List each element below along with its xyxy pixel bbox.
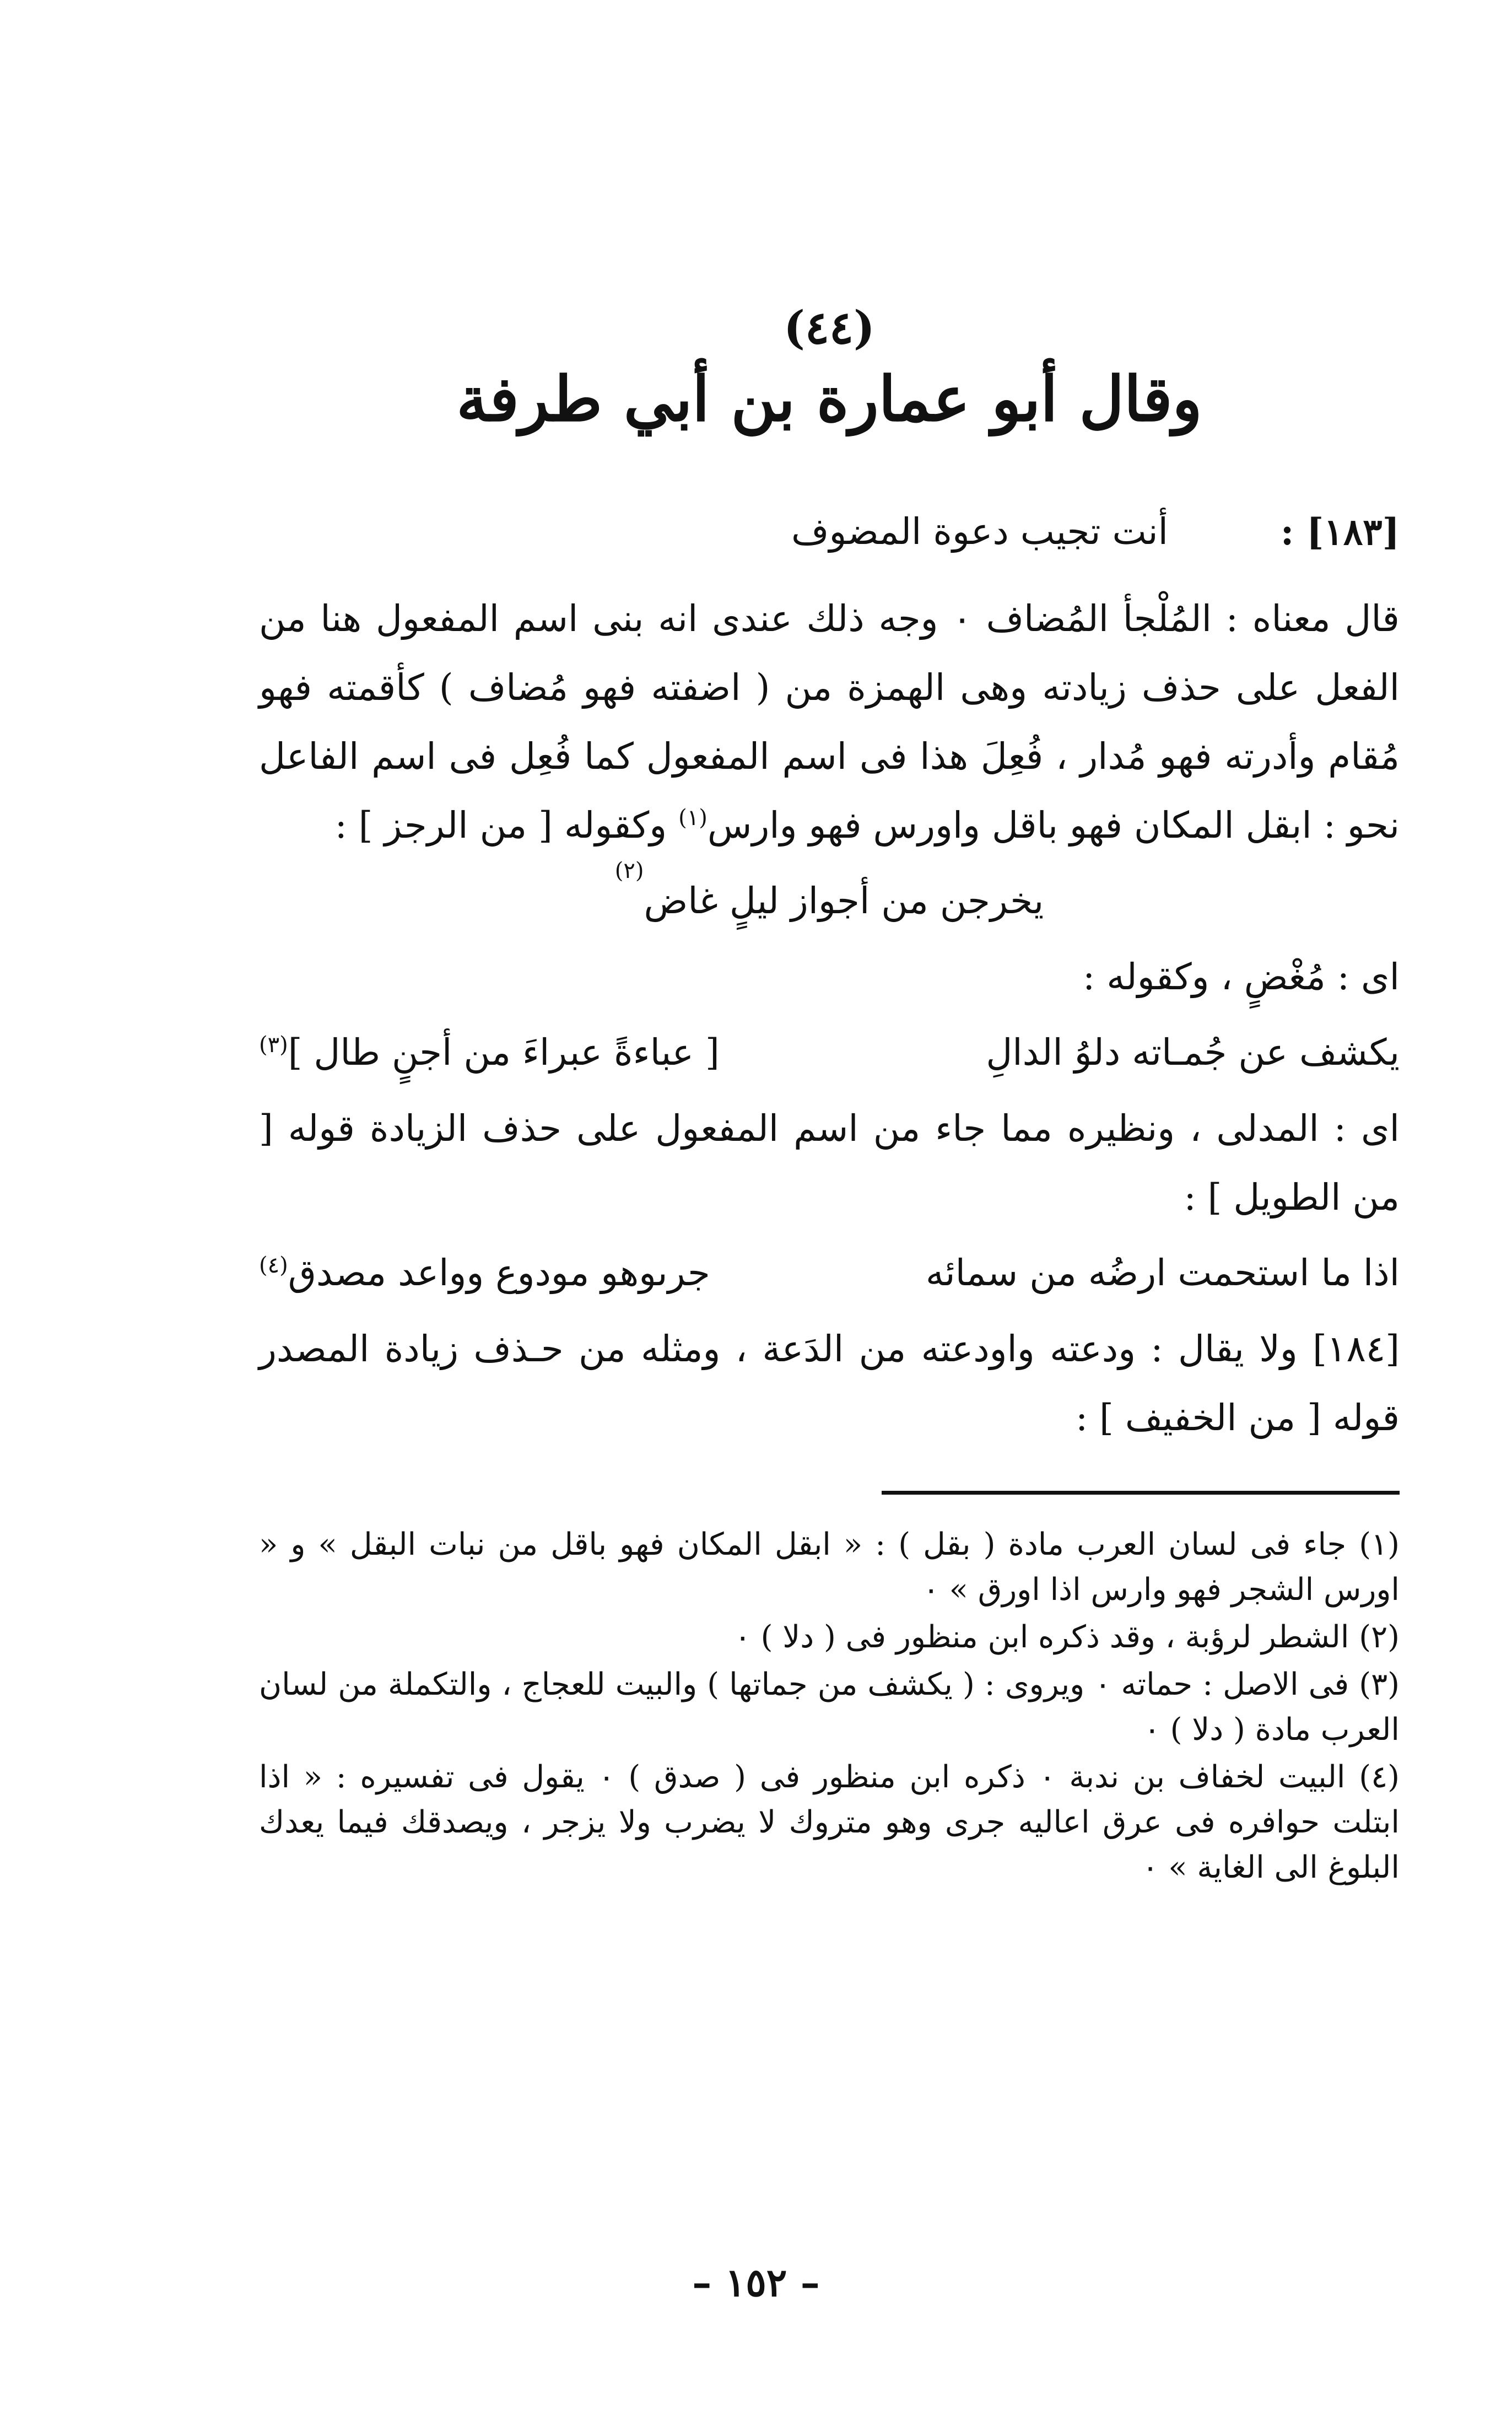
footnote-ref-4: (٤)	[259, 1253, 288, 1278]
paragraph-1-text: قال معناه : المُلْجأ المُضاف ٠ وجه ذلك عندى انه بنى اسم المفعول هنا من الفعل على حذف زيادته وهى الهمزة من ( اضفته فهو مُضاف ) كأقمته فهو مُقام وأدرته فهو مُدار ، فُعِلَ هذا فى اسم المفعول كما فُعِل فى اسم الفاعل نحو : ابقل المكان فهو باقل واورس فهو وارس	[259, 597, 1400, 847]
verse-c-second-wrap	[259, 1243, 710, 1303]
footnote-2: (٢) الشطر لرؤبة ، وقد ذكره ابن منظور فى ( دلا ) ٠	[734, 1619, 1400, 1655]
verse-b	[259, 1022, 1400, 1083]
footnote-ref-1: (١)	[678, 805, 708, 831]
paragraph-1	[259, 584, 1400, 860]
verse-a-text: يخرجن من أجواز ليلٍ غاض	[644, 880, 1044, 922]
paragraph-4: [١٨٤] ولا يقال : ودعته واودعته من الدَعة ، ومثله من حـذف زيادة المصدر قوله [ من الخفيف ] :	[259, 1328, 1400, 1439]
footnote-3: (٣) فى الاصل : حماته ٠ ويروى : ( يكشف من جماتها ) والبيت للعجاج ، والتكملة من لسان العرب مادة ( دلا ) ٠	[259, 1667, 1400, 1748]
verse-b-second: [ عباءةً عبراءَ من أجنٍ طال ]	[288, 1031, 720, 1074]
paragraph-3: اى : المدلى ، ونظيره مما جاء من اسم المفعول على حذف الزيادة قوله [ من الطويل ] :	[259, 1107, 1400, 1219]
footnote-4: (٤) البيت لخفاف بن ندبة ٠ ذكره ابن منظور فى ( صدق ) ٠ يقول فى تفسيره : « اذا ابتلت حوافره فى عرق اعاليه جرى وهو متروك لا يضرب ولا يزجر ، ويصدقك فيما يعدك البلوغ الى الغاية » ٠	[259, 1759, 1400, 1885]
poem-number: (٤٤)	[784, 301, 875, 354]
footnote-separator	[882, 1491, 1400, 1495]
verse-b-second-wrap	[259, 1022, 720, 1083]
poem-title: وقال أبو عمارة بن أبي طرفة	[456, 363, 1202, 435]
verse-b-first: يكشف عن جُمـاته دلوُ الدالِ	[986, 1031, 1400, 1074]
verse-c-second: جرىوهو مودوع وواعد مصدق	[288, 1252, 710, 1294]
verse-183	[259, 502, 1400, 562]
verse-c	[259, 1243, 1400, 1303]
footnote-ref-3: (٣)	[259, 1032, 288, 1058]
paragraph-2: اى : مُغْضٍ ، وكقوله :	[1083, 956, 1400, 998]
footnote-ref-2: (٢)	[614, 858, 644, 883]
footnote-1: (١) جاء فى لسان العرب مادة ( بقل ) : « ابقل المكان فهو باقل من نبات البقل » و « اورس الشجر فهو وارس اذا اورق » ٠	[259, 1527, 1400, 1608]
paragraph-1-end: وكقوله [ من الرجز ] :	[334, 804, 679, 847]
verse-c-first: اذا ما استحمت ارضُه من سمائه	[925, 1252, 1400, 1294]
verse-text: أنت تجيب دعوة المضوف	[791, 510, 1168, 553]
footnotes	[259, 1522, 1400, 1890]
verse-number: [١٨٣] :	[1280, 510, 1400, 553]
page-number: – ١٥٢ –	[692, 2260, 820, 2305]
page-body	[259, 287, 1400, 1893]
verse-a	[259, 858, 1400, 931]
